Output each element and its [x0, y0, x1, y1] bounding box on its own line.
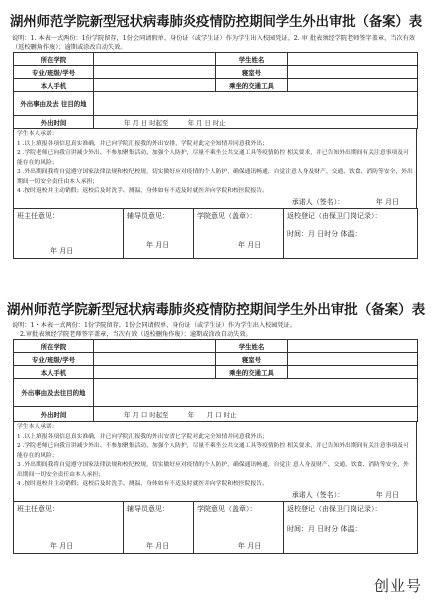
transport-field[interactable]	[288, 79, 418, 92]
notes-line-2: 2.审批表须经学院老师签字盖章，当次有效（返校删角作废）；逾期或涂改自动失效。	[20, 331, 252, 338]
reason-label: 外出事由及去 往目的地	[14, 92, 94, 116]
return-record-label: 返校登记（由保卫门岗记录）：	[287, 211, 382, 220]
college-opinion-date: 年 月日	[238, 240, 262, 249]
college-opinion-label: 学院意见（盖章）：	[197, 211, 257, 220]
promise-2: 2 .学院老师已向我宣讲减少外出、不参加聚集活动、加强个人防护，尽量不乘坐公共交通工具等疫情防控 相关要求，并已告知外出期间有关注意事项及可能存在的风险；	[17, 443, 409, 459]
transport-field[interactable]	[288, 366, 418, 379]
promise-4: 4 .按时返校并主动销假；返校后及时洗手、测温，身体如有不适及时就医并向学院和校医院报告。	[17, 481, 268, 487]
dorm-field[interactable]	[288, 353, 418, 366]
form-title: 湖州师范学院新型冠状病毒肺炎疫情防控期间学生外出审批（备案）表	[6, 302, 426, 318]
reason-label: 外出事由及去往目的地	[14, 379, 94, 407]
student-promise	[13, 129, 417, 208]
promise-intro: 学生本人承诺：	[17, 424, 58, 430]
college-opinion-date: 年 月日	[238, 541, 262, 550]
phone-label: 本人手机	[14, 79, 94, 92]
approval-form-1	[0, 0, 432, 292]
college-opinion-cell[interactable]	[194, 208, 284, 258]
return-time: 时间：月 日时分 体温：	[287, 229, 362, 238]
promise-3: 3 .外出期间我将自觉遵守国家法律法规和校纪校规，切实做好应对疫情的个人防护，确保通讯畅通，自觉注意人身及财产、交通、饮食、消防等安全，外出期间一切安全责任由本人承担；	[17, 169, 413, 185]
student-info-table	[13, 52, 418, 129]
promise-intro: 学生本人承诺：	[17, 131, 58, 137]
major-label: 专业/班级/学号	[14, 353, 94, 366]
name-label: 学生姓名	[216, 340, 288, 353]
class-teacher-date: 年 月日	[50, 246, 74, 255]
counselor-date: 年 月日	[146, 541, 170, 550]
return-time: 时间：月 日时分 体温：	[287, 524, 362, 533]
major-field[interactable]	[94, 66, 216, 79]
name-label: 学生姓名	[216, 53, 288, 66]
phone-field[interactable]	[94, 366, 216, 379]
counselor-cell[interactable]	[124, 208, 194, 258]
promise-1: 1 .以上填报各项信息真实准确，并已向学院汇报我的外出安省匕学院对此完全知情并同意我外出；	[17, 433, 268, 440]
form-title: 湖州师范学院新型冠状病毒肺炎疫情防控期间学生外出审批（备案）表	[9, 14, 422, 30]
college-field[interactable]	[94, 340, 216, 353]
phone-field[interactable]	[94, 79, 216, 92]
name-field[interactable]	[288, 340, 418, 353]
form-notes: 说明：1. 本表一式两份：1份学院留存，1份会同请假单、身份证（或学生证）作为学生出入校园凭证。2. 审 批表须经学院老师签字盖章，当次有效（返校删角作废）；逾期或涂改自动失效。	[12, 35, 416, 51]
major-label: 专业/班级/学号	[14, 66, 94, 79]
approval-form-2	[0, 294, 432, 600]
transport-label: 乘坐的交通工具	[216, 79, 288, 92]
approval-table	[13, 501, 418, 554]
signature-line[interactable]: 承诺人（签名）： 年 月日	[291, 197, 399, 206]
name-field[interactable]	[288, 53, 418, 66]
counselor-label: 辅导员意见：	[127, 211, 169, 220]
return-record-cell[interactable]	[284, 208, 418, 258]
dorm-label: 寝室号	[216, 66, 288, 79]
promise-4: 4 .按时返校并主动销假；返校后及时洗手、测温，身体如有不适及时就医并向学院和校医院报告。	[17, 188, 268, 194]
reason-field[interactable]	[94, 379, 418, 407]
class-teacher-cell[interactable]	[14, 501, 124, 553]
class-teacher-cell[interactable]	[14, 208, 124, 258]
promise-1: 1 .以上填报各项信息真实准确，并已向学院汇报我的外出安排，学院对此完全知情并同意我外出；	[17, 140, 268, 147]
watermark: 创业号	[373, 577, 422, 595]
dorm-field[interactable]	[288, 66, 418, 79]
major-field[interactable]	[94, 353, 216, 366]
counselor-date: 年 月日	[146, 240, 170, 249]
dorm-label: 寝室号	[216, 353, 288, 366]
approval-table	[13, 208, 418, 259]
form-notes	[0, 321, 432, 339]
counselor-label: 辅导员意见：	[127, 504, 169, 513]
college-field[interactable]	[94, 53, 216, 66]
return-record-cell[interactable]	[284, 501, 418, 553]
student-promise	[13, 422, 417, 501]
student-info-table	[13, 339, 418, 422]
reason-field[interactable]	[94, 92, 418, 116]
return-record-label: 返校登记（由保卫门岗记录）：	[287, 504, 382, 513]
counselor-cell[interactable]	[124, 501, 194, 553]
college-label: 所在学院	[14, 53, 94, 66]
time-label: 外出时间	[14, 407, 94, 422]
class-teacher-label: 班主任意见：	[17, 211, 59, 220]
time-label: 外出时间	[14, 116, 94, 129]
college-label: 所在学院	[14, 340, 94, 353]
transport-label: 乘坐的交通工具	[216, 366, 288, 379]
class-teacher-label: 班主任意见：	[17, 504, 59, 513]
college-opinion-label: 学院意见（盖章）：	[197, 504, 257, 513]
time-field[interactable]: 年 月 口 时起至 年 月 口 时止	[94, 407, 418, 422]
class-teacher-date: 年 月日	[50, 541, 74, 550]
college-opinion-cell[interactable]	[194, 501, 284, 553]
time-field[interactable]: 年 月 日 时起至 年 月 日 时止	[94, 116, 418, 129]
phone-label: 本人手机	[14, 366, 94, 379]
signature-line[interactable]: 承诺人（签名）： 年 月日	[291, 490, 399, 499]
promise-2: 2 .学院老师已向我宣讲减少外出、不参加聚集活动、加强个人防护，尽量不乘坐公共交通工具等疫情防控 相关要求，并已告知外出期间有关注意事项及可能存在的风险；	[17, 150, 409, 166]
notes-line-1: 说明：1・本表一式两份：1份学院留存，1份会同请假单、身份证（或学生证）作为学生出入校园凭证。	[12, 322, 297, 329]
promise-3: 3 .外出期间我将自觉遵守国家法律法规和校纪校规，切实做好应对疫情的个人防护，确保通讯畅通，自觉注 意人身及财产、交通、饮食、消防等安全，外出期间一切安全责任由本人承担；	[17, 462, 409, 478]
